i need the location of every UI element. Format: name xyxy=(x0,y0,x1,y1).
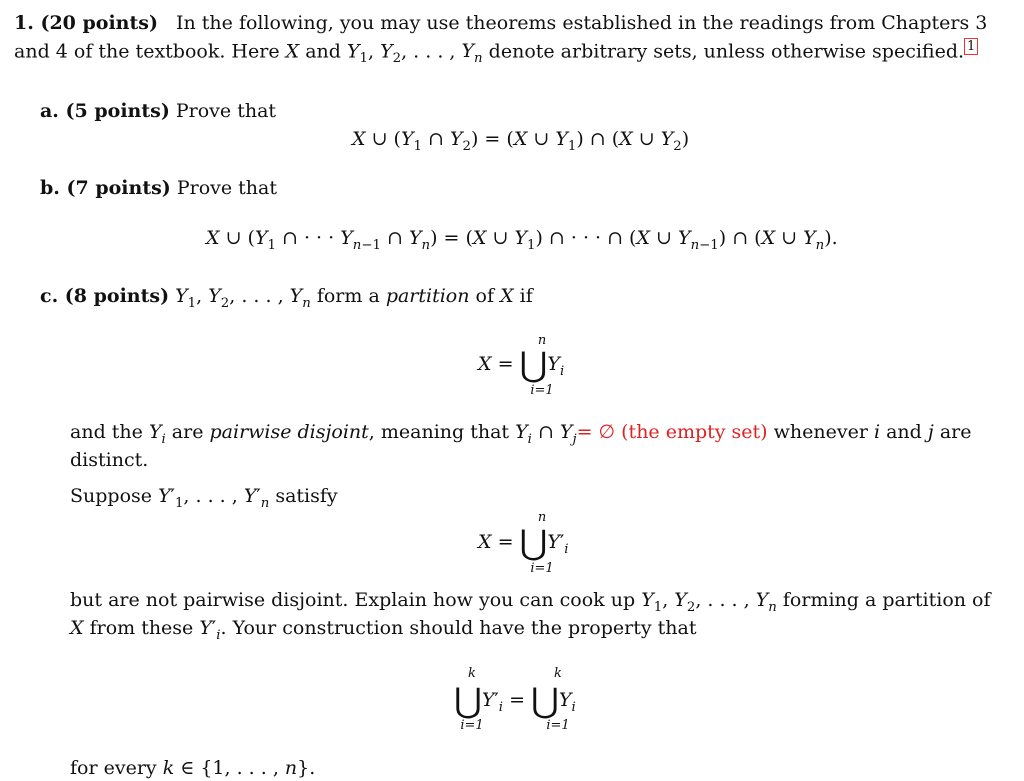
text-from-these: from these xyxy=(89,617,194,639)
construction-line: X from these $Y'_i$. Your construction should have the property that xyxy=(70,617,697,643)
text-are: are xyxy=(171,421,204,443)
text-if: if xyxy=(519,285,533,307)
footnote-marker[interactable]: 1 xyxy=(964,38,978,55)
problem-header-line2: and 4 of the textbook. Here X and $Y_1$, $Y_2$, . . . , $Y_n$ denote arbitrary sets, unless otherwise specified. $^1$ xyxy=(14,40,978,62)
part-a-label: a. (5 points) xyxy=(40,100,170,122)
part-a-equation: X ∪ ($Y_1$ ∩ $Y_2) = (X$ ∪ $Y_1$) ∩ (X ∪ $Y_2$) xyxy=(352,128,690,154)
text-and-the: and the xyxy=(70,421,143,443)
text-and: and xyxy=(886,421,922,443)
text-but-not-disjoint: but are not pairwise disjoint. Explain how you can cook up xyxy=(70,589,636,611)
text-partition: partition xyxy=(385,285,470,307)
part-b-equation: X ∪ ($Y_1$ ∩ · · · $Y_{n-1}$ ∩ $Y_n) = (X$ ∪ $Y_1$) ∩ · · · ∩ (X ∪ $Y_{n-1}$) ∩ (X ∪ $Y_n$). xyxy=(206,227,838,253)
problem-intro-3: denote arbitrary sets, unless otherwise specified. xyxy=(488,40,965,63)
text-empty-set: = ∅ (the empty set) xyxy=(576,421,768,443)
problem-label: 1. (20 points) xyxy=(14,12,158,34)
text-distinct: distinct. xyxy=(70,449,149,471)
part-b xyxy=(40,177,277,199)
but-line: but are not pairwise disjoint. Explain how you can cook up $Y_1$, $Y_2$, . . . , $Y_n$ forming a partition of xyxy=(70,589,991,615)
text-pairwise-disjoint: pairwise disjoint xyxy=(209,421,369,443)
text-are-end: are xyxy=(939,421,972,443)
part-c-label: c. (8 points) xyxy=(40,285,170,307)
for-every-line: for every k ∈ {1, . . . , n}. xyxy=(70,757,316,779)
text-construction: . Your construction should have the property that xyxy=(220,617,697,639)
problem-intro: In the following, you may use theorems established in the readings from Chapters 3 xyxy=(176,12,988,34)
part-b-label: b. (7 points) xyxy=(40,177,171,199)
part-a xyxy=(40,100,276,122)
text-satisfy: satisfy xyxy=(275,485,338,507)
text-for-every: for every xyxy=(70,757,157,779)
text-meaning: , meaning that xyxy=(368,421,510,443)
text-form-a: form a xyxy=(316,285,380,307)
part-b-text: Prove that xyxy=(176,177,278,199)
part-a-text: Prove that xyxy=(175,100,277,122)
part-c: c. (8 points) $Y_1$, $Y_2$, . . . , $Y_n$ form a partition of X if xyxy=(40,285,533,311)
suppose-line: Suppose $Y'_1$, . . . , $Y'_n$ satisfy xyxy=(70,485,338,511)
text-forming: forming a partition of xyxy=(782,589,991,611)
problem-header-line1 xyxy=(14,12,987,34)
text-suppose: Suppose xyxy=(70,485,153,507)
problem-intro-2: and 4 of the textbook. Here xyxy=(14,40,280,63)
text-of: of xyxy=(475,285,495,307)
disjoint-line: and the $Y_i$ are pairwise disjoint, meaning that $Y_i$ ∩ $Y_j=$ ∅ (the empty set) whenever i and j are xyxy=(70,421,972,447)
text-whenever: whenever xyxy=(773,421,868,443)
